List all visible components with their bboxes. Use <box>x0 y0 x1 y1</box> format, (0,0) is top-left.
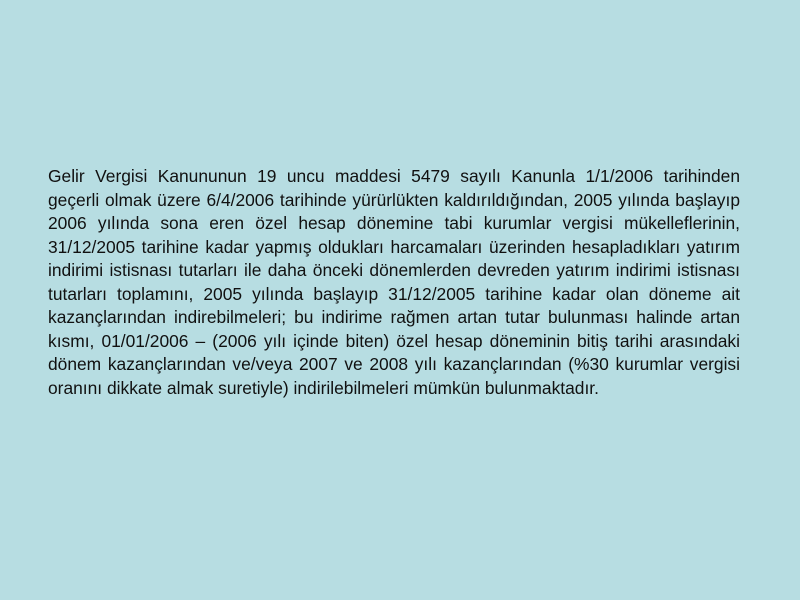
body-paragraph: Gelir Vergisi Kanununun 19 uncu maddesi 5479 sayılı Kanunla 1/1/2006 tarihinden geçerli olmak üzere 6/4/2006 tarihinde yürürlükten kaldırıldığından, 2005 yılında başlayıp 2006 yılında sona eren özel hesap dönemine tabi kurumlar vergisi mükelleflerinin, 31/12/2005 tarihine kadar yapmış oldukları harcamaları üzerinden hesapladıkları yatırım indirimi istisnası tutarları ile daha önceki dönemlerden devreden yatırım indirimi istisnası tutarları toplamını, 2005 yılında başlayıp 31/12/2005 tarihine kadar olan döneme ait kazançlarından indirebilmeleri; bu indirime rağmen artan tutar bulunması halinde artan kısmı, 01/01/2006 – (2006 yılı içinde biten) özel hesap döneminin bitiş tarihi arasındaki dönem kazançlarından ve/veya 2007 ve 2008 yılı kazançlarından (%30 kurumlar vergisi oranını dikkate almak suretiyle) indirilebilmeleri mümkün bulunmaktadır. <box>48 166 740 398</box>
